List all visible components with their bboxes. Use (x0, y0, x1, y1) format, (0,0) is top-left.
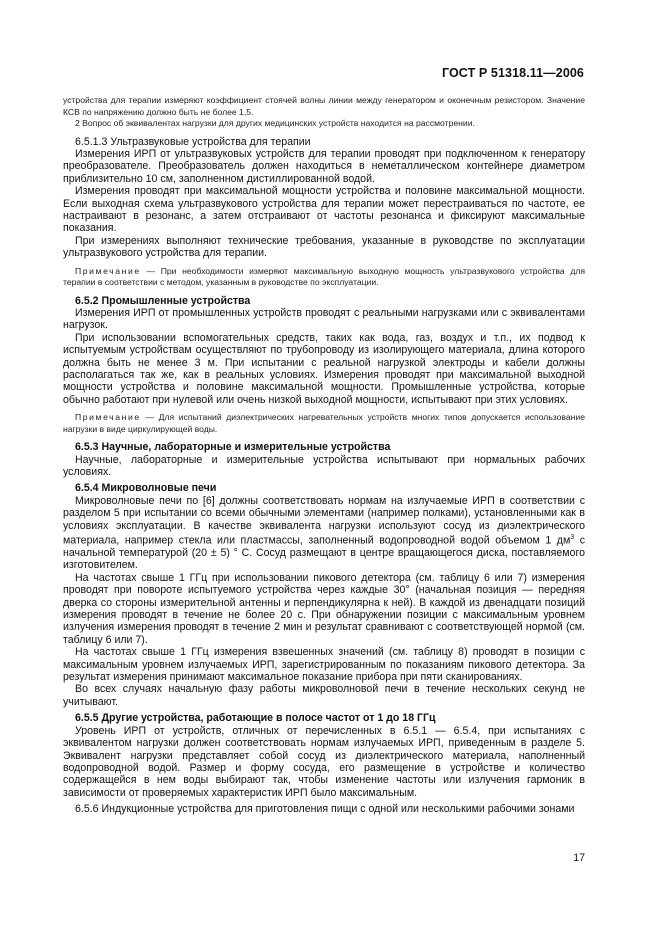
page-number: 17 (573, 852, 585, 864)
note-label: Примечание (75, 265, 141, 276)
section-6-5-1-3-paragraph-3: При измерениях выполняют технические требования, указанные в руководстве по эксплуатации ультразвукового устройства для терапии. (63, 234, 585, 260)
section-6-5-5-paragraph-1: Уровень ИРП от устройств, отличных от перечисленных в 6.5.1 — 6.5.4, при испытаниях с эквивалентом нагрузки должен соответствовать нормам излучаемых ИРП, приведенным в разделе 5. Эквивалент нагрузки представляет собой сосуд из диэлектрического материала, наполненный водопроводной водой. Размер и форму сосуда, его размещение в устройстве и количество содержащейся в нем воды выбирают так, чтобы изменение частоты или излучения гармоник в зависимости от проверяемых характеристик ИРП было максимальным. (63, 724, 585, 799)
section-6-5-4-paragraph-1 (63, 495, 585, 572)
section-6-5-2-note (63, 412, 585, 435)
superscript: 3 (570, 534, 575, 542)
note-text: — Для испытаний диэлектрических нагревательных устройств многих типов допускается использование нагрузки в виде циркулирующей воды. (63, 412, 585, 434)
section-6-5-4-paragraph-4: Во всех случаях начальную фазу работы микроволновой печи в течение нескольких секунд не учитывают. (63, 683, 585, 708)
section-6-5-1-3-note (63, 266, 585, 289)
note-2: 2 Вопрос об эквивалентах нагрузки для других медицинских устройств находится на рассмотрении. (75, 118, 475, 128)
document-body (63, 95, 585, 816)
section-6-5-1-3-paragraph-2: Измерения проводят при максимальной мощности устройства и половине максимальной мощности. Если выходная схема ультразвукового устройства для терапии может перестраиваться по частоте, ее настраивают в резонанс, а затем отстраивают от частоты резонанса и фиксируют максимальные показания. (63, 185, 585, 235)
section-6-5-2-paragraph-2: При использовании вспомогательных средств, таких как вода, газ, воздух и т.п., их подвод к испытуемым устройствам осуществляют по трубопроводу из изолирующего материала, длина которого должна быть не менее 3 м. При испытании с реальной нагрузкой электроды и кабели должны располагаться так же, как в реальных условиях. Измерения проводят при максимальной выходной мощности устройства и половине максимальной мощности. Промышленные устройства, которые обычно работают при нулевой или очень низкой выходной мощности, испытывают при этих условиях. (63, 331, 585, 406)
section-6-5-4-paragraph-3: На частотах свыше 1 ГГц измерения взвешенных значений (см. таблицу 8) проводят в позиции с максимальным уровнем излучаемых ИРП, зарегистрированным по показаниям пикового детектора. За результат измерения принимают максимальное показание прибора при пяти сканированиях. (63, 646, 585, 684)
section-6-5-1-3-title: 6.5.1.3 Ультразвуковые устройства для терапии (75, 135, 311, 148)
note-label: Примечание (75, 412, 141, 423)
section-6-5-3-paragraph-1: Научные, лабораторные и измерительные устройства испытывают при нормальных рабочих условиях. (63, 453, 585, 479)
section-6-5-2-title: 6.5.2 Промышленные устройства (75, 294, 251, 307)
note-text: — При необходимости измеряют максимальную выходную мощность ультразвукового устройства для терапии в соответствии с методом, указанным в руководстве по эксплуатации. (63, 265, 586, 288)
section-6-5-4-title: 6.5.4 Микроволновые печи (75, 482, 217, 495)
section-6-5-5-title: 6.5.5 Другие устройства, работающие в полосе частот от 1 до 18 ГГц (75, 712, 436, 725)
section-6-5-3-title: 6.5.3 Научные, лабораторные и измерительные устройства (75, 441, 391, 454)
section-6-5-4-paragraph-2: На частотах свыше 1 ГГц при использовании пикового детектора (см. таблицу 6 или 7) измерения проводят при повороте испытуемого устройства через каждые 30° (начальная позиция — передняя дверка со стороны измерительной антенны и перпендикулярна к ней). В каждой из двенадцати позиций измерения проводят в течение не более 20 с. При обнаружении позиции с максимальным уровнем излучения измерения проводят в течение 2 мин и результат сравнивают с соответствующей нормой (см. таблицу 6 или 7). (63, 571, 585, 646)
section-6-5-1-3-paragraph-1: Измерения ИРП от ультразвуковых устройств для терапии проводят при подключенном к генератору преобразователе. Преобразователь должен находиться в неметаллическом контейнере диаметром приблизительно 10 см, заполненном дистиллированной водой. (63, 147, 585, 185)
note-1-continuation: устройства для терапии измеряют коэффициент стоячей волны линии между генератором и оконечным резистором. Значение КСВ по напряжению должно быть не более 1,5. (63, 95, 585, 117)
paragraph-text: Микроволновые печи по [6] должны соответствовать нормам на излучаемые ИРП в соответствии с разделом 5 при испытании со всеми обычными элементами (например полками), установленными как в условиях эксплуатации. В качестве эквивалента нагрузки используют сосуд из диэлектрического материала, например стекла или пластмассы, заполненный водопроводной водой объемом 1 дм (63, 494, 585, 547)
paragraph-text: с начальной температурой (20 ± 5) ° С. Сосуд размещают в центре вращающегося диска, поставляемого изготовителем. (63, 534, 585, 572)
section-6-5-2-paragraph-1: Измерения ИРП от промышленных устройств проводят с реальными нагрузками или с эквивалентами нагрузок. (63, 306, 585, 332)
section-6-5-6-title: 6.5.6 Индукционные устройства для приготовления пищи с одной или несколькими рабочими зонами (75, 803, 575, 816)
standard-number: ГОСТ Р 51318.11—2006 (441, 66, 584, 80)
